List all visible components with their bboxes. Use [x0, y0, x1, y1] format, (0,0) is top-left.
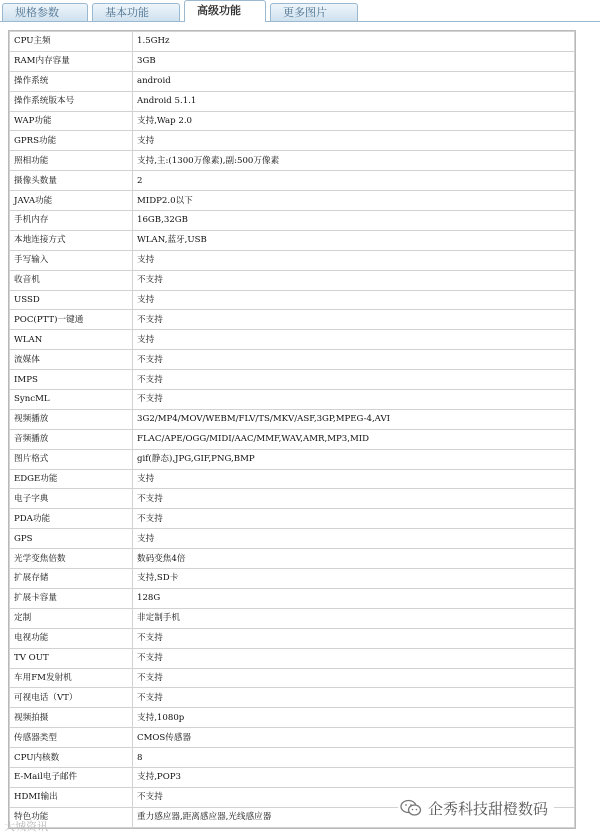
- spec-value: 不支持: [133, 668, 575, 688]
- spec-row: [10, 728, 575, 748]
- spec-label: EDGE功能: [10, 469, 133, 489]
- spec-row: [10, 310, 575, 330]
- tab-bar: [0, 0, 600, 22]
- spec-row: [10, 151, 575, 171]
- spec-row: [10, 688, 575, 708]
- spec-value: 重力感应器,距离感应器,光线感应器: [133, 807, 575, 827]
- spec-label: 音频播放: [10, 429, 133, 449]
- spec-value: 非定制手机: [133, 608, 575, 628]
- spec-row: [10, 409, 575, 429]
- spec-row: [10, 32, 575, 52]
- spec-value: 不支持: [133, 648, 575, 668]
- spec-value: 支持,POP3: [133, 767, 575, 787]
- spec-label: 操作系统版本号: [10, 91, 133, 111]
- spec-row: [10, 748, 575, 768]
- spec-label: WAP功能: [10, 111, 133, 131]
- tab-specs[interactable]: [2, 3, 88, 21]
- spec-label: E-Mail电子邮件: [10, 767, 133, 787]
- spec-value: Android 5.1.1: [133, 91, 575, 111]
- spec-label: 摄像头数量: [10, 171, 133, 191]
- spec-label: 视频播放: [10, 409, 133, 429]
- spec-value: 不支持: [133, 509, 575, 529]
- spec-row: [10, 648, 575, 668]
- spec-value: 不支持: [133, 270, 575, 290]
- watermark: [398, 797, 554, 819]
- spec-row: [10, 290, 575, 310]
- spec-label: 定制: [10, 608, 133, 628]
- watermark-secondary: 大城资讯: [4, 820, 48, 833]
- spec-label: 本地连接方式: [10, 230, 133, 250]
- spec-value: 不支持: [133, 350, 575, 370]
- spec-row: [10, 270, 575, 290]
- spec-value: WLAN,蓝牙,USB: [133, 230, 575, 250]
- spec-value: 16GB,32GB: [133, 211, 575, 231]
- spec-value: 2: [133, 171, 575, 191]
- tab-label: 高级功能: [197, 4, 241, 17]
- spec-value: MIDP2.0以下: [133, 191, 575, 211]
- spec-row: [10, 529, 575, 549]
- spec-label: RAM内存容量: [10, 51, 133, 71]
- spec-row: [10, 171, 575, 191]
- spec-row: [10, 250, 575, 270]
- spec-row: [10, 131, 575, 151]
- spec-label: SyncML: [10, 390, 133, 410]
- spec-value: 8: [133, 748, 575, 768]
- spec-label: 传感器类型: [10, 728, 133, 748]
- spec-value: 不支持: [133, 688, 575, 708]
- spec-row: [10, 390, 575, 410]
- spec-label: 收音机: [10, 270, 133, 290]
- spec-row: [10, 668, 575, 688]
- spec-value: 支持,SD卡: [133, 569, 575, 589]
- spec-label: CPU内核数: [10, 748, 133, 768]
- spec-label: 电子字典: [10, 489, 133, 509]
- spec-label: 光学变焦倍数: [10, 549, 133, 569]
- spec-value: android: [133, 71, 575, 91]
- spec-row: [10, 628, 575, 648]
- spec-value: FLAC/APE/OGG/MIDI/AAC/MMF,WAV,AMR,MP3,MID: [133, 429, 575, 449]
- spec-value: 不支持: [133, 370, 575, 390]
- spec-label: 可视电话（VT）: [10, 688, 133, 708]
- spec-value: 支持: [133, 529, 575, 549]
- spec-value: 支持,Wap 2.0: [133, 111, 575, 131]
- spec-row: [10, 509, 575, 529]
- spec-value: 支持,1080p: [133, 708, 575, 728]
- spec-value: gif(静态),JPG,GIF,PNG,BMP: [133, 449, 575, 469]
- tab-advanced-functions[interactable]: [184, 0, 266, 22]
- spec-table: [9, 31, 575, 828]
- spec-label: POC(PTT)一键通: [10, 310, 133, 330]
- spec-label: PDA功能: [10, 509, 133, 529]
- spec-row: [10, 230, 575, 250]
- tab-basic-functions[interactable]: [92, 3, 180, 21]
- spec-value: 支持: [133, 469, 575, 489]
- spec-label: WLAN: [10, 330, 133, 350]
- spec-value: 不支持: [133, 390, 575, 410]
- wechat-icon: [400, 799, 422, 817]
- spec-value: 不支持: [133, 787, 575, 807]
- spec-value: 1.5GHz: [133, 32, 575, 52]
- spec-row: [10, 211, 575, 231]
- spec-value: 支持: [133, 290, 575, 310]
- spec-row: [10, 429, 575, 449]
- spec-row: [10, 549, 575, 569]
- tab-label: 基本功能: [105, 6, 149, 19]
- spec-row: [10, 71, 575, 91]
- spec-label: CPU主频: [10, 32, 133, 52]
- tab-more-images[interactable]: [270, 3, 358, 21]
- spec-row: [10, 91, 575, 111]
- spec-row: [10, 330, 575, 350]
- spec-label: IMPS: [10, 370, 133, 390]
- watermark-text: 企秀科技甜橙数码: [428, 799, 549, 818]
- spec-label: 特色功能: [10, 807, 133, 827]
- spec-label: GPRS功能: [10, 131, 133, 151]
- spec-label: 流媒体: [10, 350, 133, 370]
- tab-label: 规格参数: [15, 6, 59, 19]
- spec-value: 不支持: [133, 310, 575, 330]
- spec-label: 视频拍摄: [10, 708, 133, 728]
- spec-row: [10, 708, 575, 728]
- spec-table-container: [8, 30, 576, 829]
- spec-label: 车用FM发射机: [10, 668, 133, 688]
- spec-value: 3GB: [133, 51, 575, 71]
- spec-row: [10, 449, 575, 469]
- spec-label: 扩展存储: [10, 569, 133, 589]
- spec-row: [10, 469, 575, 489]
- spec-label: 照相功能: [10, 151, 133, 171]
- spec-label: 手机内存: [10, 211, 133, 231]
- tab-label: 更多图片: [283, 6, 327, 19]
- spec-value: 不支持: [133, 628, 575, 648]
- spec-value: 支持,主:(1300万像素),副:500万像素: [133, 151, 575, 171]
- spec-value: 支持: [133, 250, 575, 270]
- spec-label: JAVA功能: [10, 191, 133, 211]
- spec-label: 操作系统: [10, 71, 133, 91]
- spec-row: [10, 191, 575, 211]
- spec-label: HDMI输出: [10, 787, 133, 807]
- spec-value: 128G: [133, 588, 575, 608]
- spec-label: TV OUT: [10, 648, 133, 668]
- spec-label: 手写输入: [10, 250, 133, 270]
- spec-value: 支持: [133, 330, 575, 350]
- spec-row: [10, 111, 575, 131]
- spec-label: 扩展卡容量: [10, 588, 133, 608]
- spec-value: 3G2/MP4/MOV/WEBM/FLV/TS/MKV/ASF,3GP,MPEG-4,AVI: [133, 409, 575, 429]
- spec-label: USSD: [10, 290, 133, 310]
- spec-row: [10, 51, 575, 71]
- spec-label: GPS: [10, 529, 133, 549]
- spec-row: [10, 588, 575, 608]
- spec-row: [10, 569, 575, 589]
- spec-label: 电视功能: [10, 628, 133, 648]
- spec-row: [10, 489, 575, 509]
- spec-label: 图片格式: [10, 449, 133, 469]
- spec-row: [10, 767, 575, 787]
- spec-value: 数码变焦4倍: [133, 549, 575, 569]
- spec-row: [10, 350, 575, 370]
- spec-value: 不支持: [133, 489, 575, 509]
- spec-value: 支持: [133, 131, 575, 151]
- spec-row: [10, 370, 575, 390]
- spec-row: [10, 608, 575, 628]
- spec-value: CMOS传感器: [133, 728, 575, 748]
